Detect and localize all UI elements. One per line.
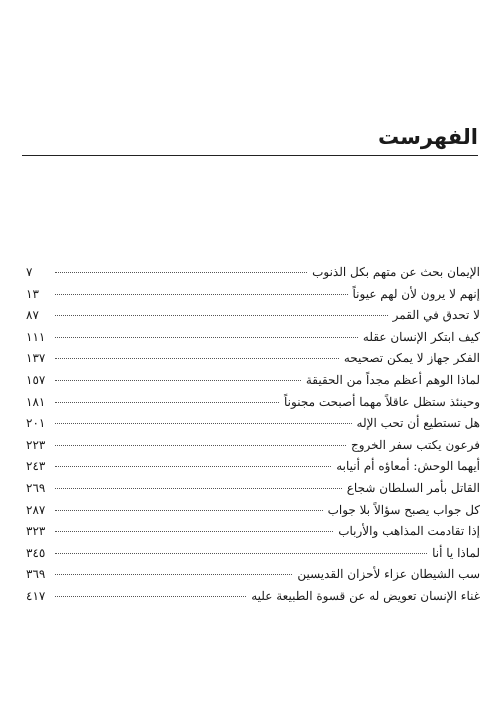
toc-entry[interactable] [26, 284, 480, 306]
toc-entry-title: إنهم لا يرون لأن لهم عيوناً [352, 286, 480, 301]
toc-entry-title: لا تحدق في القمر [392, 308, 480, 323]
toc-entry[interactable] [26, 478, 480, 500]
toc-entry-title: إذا تقادمت المذاهب والأرباب [338, 524, 480, 539]
toc-entry-title: فرعون يكتب سفر الخروج [351, 437, 480, 452]
dot-leader [55, 315, 388, 316]
toc-entry-page-number: ٢٤٣ [26, 459, 46, 474]
toc-entry[interactable] [26, 413, 480, 435]
toc-entry-page-number: ٢٨٧ [26, 502, 46, 517]
dot-leader [55, 488, 342, 489]
toc-entry-title: أيهما الوحش: أمعاؤه أم أنيابه [336, 459, 480, 474]
table-of-contents [26, 262, 480, 608]
toc-entry-page-number: ١٣ [26, 286, 39, 301]
toc-entry-title: الفكر جهاز لا يمكن تصحيحه [343, 351, 480, 366]
toc-entry-title: لماذا الوهم أعظم مجداً من الحقيقة [305, 372, 480, 387]
toc-entry-page-number: ١١١ [26, 329, 46, 344]
toc-entry[interactable] [26, 392, 480, 414]
toc-entry-page-number: ٣٦٩ [26, 567, 46, 582]
dot-leader [55, 510, 323, 511]
dot-leader [55, 531, 333, 532]
toc-entry-title: كيف ابتكر الإنسان عقله [362, 329, 480, 344]
toc-entry-title: سب الشيطان عزاء لأحزان القديسين [297, 567, 480, 582]
toc-entry[interactable] [26, 564, 480, 586]
dot-leader [55, 402, 279, 403]
dot-leader [55, 445, 346, 446]
toc-entry[interactable] [26, 586, 480, 608]
toc-entry-page-number: ٤١٧ [26, 588, 46, 603]
toc-entry[interactable] [26, 348, 480, 370]
toc-entry[interactable] [26, 543, 480, 565]
toc-entry-page-number: ٣٤٥ [26, 545, 46, 560]
toc-entry-page-number: ٢٠١ [26, 416, 46, 431]
toc-entry[interactable] [26, 456, 480, 478]
page-title: الفهرست [377, 125, 478, 149]
dot-leader [55, 272, 307, 273]
toc-entry[interactable] [26, 370, 480, 392]
dot-leader [55, 596, 246, 597]
toc-entry[interactable] [26, 500, 480, 522]
toc-entry-page-number: ١٣٧ [26, 351, 46, 366]
dot-leader [55, 380, 301, 381]
toc-entry-page-number: ٨٧ [26, 308, 39, 323]
toc-entry-page-number: ٣٢٣ [26, 524, 46, 539]
title-divider [22, 155, 478, 156]
toc-entry-title: القاتل بأمر السلطان شجاع [346, 480, 480, 495]
toc-entry-title: لماذا يا أنا [432, 545, 480, 560]
dot-leader [55, 466, 331, 467]
toc-entry-title: وحينئذ ستظل عاقلاً مهما أصبحت مجنوناً [284, 394, 480, 409]
toc-entry-page-number: ١٥٧ [26, 372, 46, 387]
toc-entry[interactable] [26, 262, 480, 284]
toc-entry[interactable] [26, 521, 480, 543]
toc-entry[interactable] [26, 305, 480, 327]
toc-entry-title: غناء الإنسان تعويض له عن قسوة الطبيعة عليه [251, 588, 480, 603]
toc-entry-page-number: ٢٦٩ [26, 480, 46, 495]
dot-leader [55, 294, 348, 295]
toc-entry-page-number: ٢٢٣ [26, 437, 46, 452]
dot-leader [55, 574, 292, 575]
toc-entry[interactable] [26, 435, 480, 457]
dot-leader [55, 423, 352, 424]
dot-leader [55, 337, 358, 338]
toc-entry-title: الإيمان بحث عن متهم بكل الذنوب [312, 265, 480, 279]
toc-entry-page-number: ٧ [26, 265, 33, 279]
dot-leader [55, 553, 427, 554]
toc-entry-title: كل جواب يصبح سؤالاً بلا جواب [327, 502, 480, 517]
toc-entry[interactable] [26, 327, 480, 349]
toc-entry-page-number: ١٨١ [26, 394, 46, 409]
dot-leader [55, 358, 339, 359]
toc-entry-title: هل تستطيع أن تحب الإله [356, 416, 480, 431]
